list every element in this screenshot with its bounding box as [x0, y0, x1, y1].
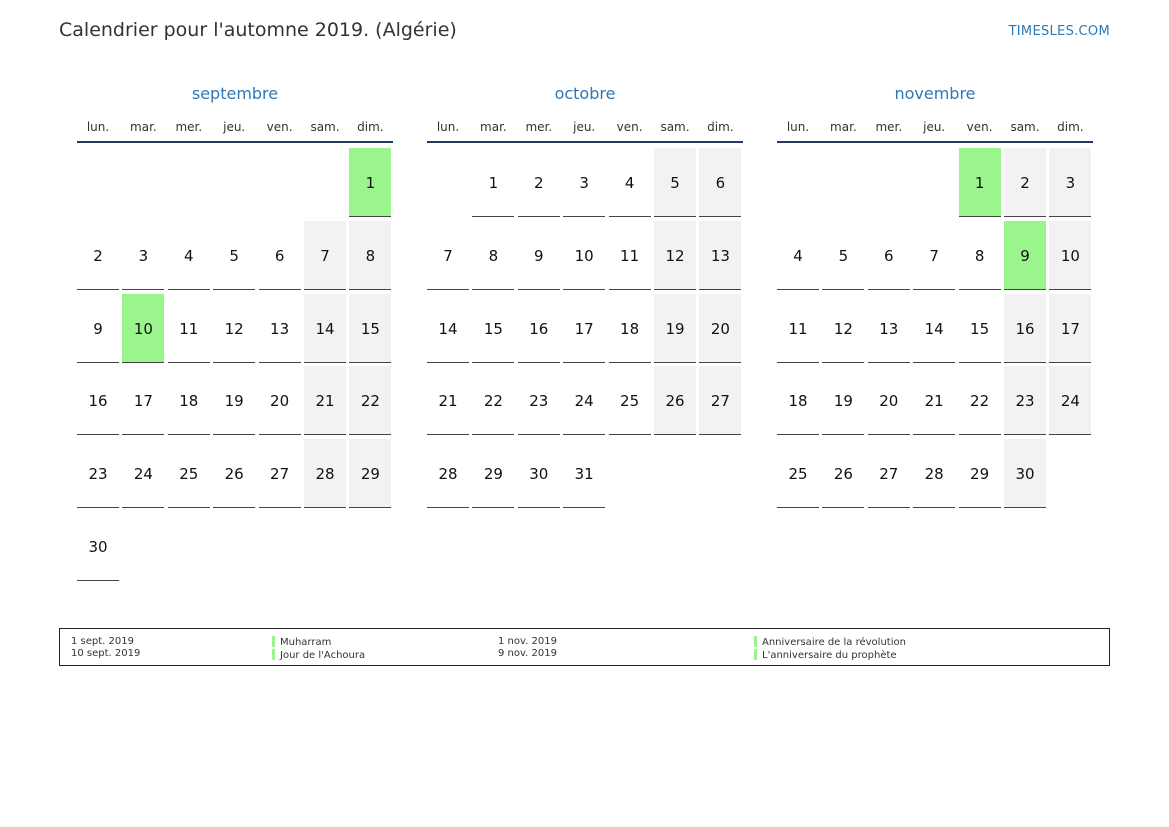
- day-cell[interactable]: [518, 439, 560, 508]
- day-number: 10: [1060, 246, 1080, 265]
- day-number: 26: [224, 465, 244, 484]
- day-cell[interactable]: [563, 148, 605, 217]
- day-number: 20: [710, 319, 730, 338]
- day-number: 9: [534, 246, 544, 265]
- day-cell[interactable]: [1049, 294, 1091, 363]
- day-cell[interactable]: [77, 512, 119, 581]
- day-number: 29: [970, 465, 990, 484]
- day-number: 11: [179, 319, 199, 338]
- day-number: 2: [1020, 174, 1030, 192]
- weekday-label: mar.: [130, 120, 157, 134]
- day-number: 30: [1015, 465, 1035, 484]
- day-cell[interactable]: [122, 439, 164, 508]
- day-number: 7: [443, 246, 453, 265]
- holiday-day-cell[interactable]: [959, 148, 1001, 217]
- day-cell[interactable]: [349, 366, 391, 435]
- day-number: 11: [620, 246, 640, 265]
- day-number: 18: [620, 319, 640, 338]
- day-number: 6: [274, 246, 285, 265]
- day-number: 3: [579, 174, 589, 192]
- day-number: 3: [138, 246, 149, 265]
- day-cell[interactable]: [699, 221, 741, 290]
- day-cell[interactable]: [654, 294, 696, 363]
- day-cell[interactable]: [777, 221, 819, 290]
- weekday-label: ven.: [266, 120, 293, 134]
- day-cell[interactable]: [213, 439, 255, 508]
- legend-dates-right: [498, 636, 557, 660]
- day-number: 1: [488, 174, 499, 192]
- day-cell[interactable]: [304, 366, 346, 435]
- legend-names-left: [272, 636, 365, 662]
- day-number: 30: [88, 538, 108, 556]
- day-cell[interactable]: [959, 439, 1001, 508]
- month-october: [427, 84, 743, 484]
- day-cell[interactable]: [77, 221, 119, 290]
- legend-holiday-name: Anniversaire de la révolution: [762, 637, 906, 648]
- header-divider: [777, 141, 1093, 143]
- day-number: 18: [788, 392, 808, 411]
- day-number: 25: [179, 465, 199, 484]
- day-cell[interactable]: [518, 148, 560, 217]
- day-cell[interactable]: [349, 221, 391, 290]
- day-cell[interactable]: [259, 221, 301, 290]
- day-number: 26: [833, 465, 853, 484]
- weekday-label: dim.: [707, 120, 734, 134]
- legend-date: 10 sept. 2019: [71, 648, 141, 659]
- legend-date: 1 nov. 2019: [498, 636, 557, 647]
- day-cell[interactable]: [868, 294, 910, 363]
- day-number: 19: [665, 319, 685, 338]
- day-cell[interactable]: [609, 221, 651, 290]
- legend-holiday-name: Muharram: [280, 637, 332, 648]
- day-number: 10: [133, 319, 153, 338]
- day-number: 25: [788, 465, 808, 484]
- day-cell[interactable]: [959, 221, 1001, 290]
- holiday-day-cell[interactable]: [1004, 221, 1046, 290]
- day-number: 2: [93, 246, 103, 265]
- day-number: 11: [788, 319, 808, 338]
- day-number: 9: [1020, 246, 1030, 265]
- day-number: 27: [879, 465, 899, 484]
- day-cell[interactable]: [168, 439, 210, 508]
- day-cell[interactable]: [259, 439, 301, 508]
- day-cell[interactable]: [168, 366, 210, 435]
- day-cell[interactable]: [122, 366, 164, 435]
- day-cell[interactable]: [654, 148, 696, 217]
- header-divider: [77, 141, 393, 143]
- day-number: 30: [529, 465, 549, 484]
- day-cell[interactable]: [472, 439, 514, 508]
- weekday-label: mar.: [830, 120, 857, 134]
- weekday-label: ven.: [966, 120, 993, 134]
- day-number: 6: [715, 174, 726, 192]
- day-number: 1: [974, 174, 985, 192]
- day-cell[interactable]: [563, 366, 605, 435]
- day-number: 2: [534, 174, 544, 192]
- day-cell[interactable]: [913, 294, 955, 363]
- day-number: 12: [833, 319, 853, 338]
- day-cell[interactable]: [472, 294, 514, 363]
- day-cell[interactable]: [349, 294, 391, 363]
- day-number: 24: [1060, 392, 1080, 411]
- day-number: 23: [529, 392, 549, 411]
- day-number: 23: [88, 465, 108, 484]
- holiday-day-cell[interactable]: [122, 294, 164, 363]
- day-number: 4: [184, 246, 194, 265]
- day-number: 22: [483, 392, 503, 411]
- day-cell[interactable]: [349, 439, 391, 508]
- weekday-label: sam.: [1010, 120, 1040, 134]
- weekday-label: lun.: [786, 120, 810, 134]
- day-number: 22: [970, 392, 990, 411]
- day-number: 4: [793, 246, 803, 265]
- day-number: 5: [838, 246, 849, 265]
- day-number: 27: [270, 465, 290, 484]
- header-divider: [427, 141, 743, 143]
- day-cell[interactable]: [259, 366, 301, 435]
- day-number: 21: [924, 392, 944, 411]
- day-cell[interactable]: [427, 221, 469, 290]
- weekday-label: mer.: [175, 120, 203, 134]
- day-cell[interactable]: [518, 294, 560, 363]
- day-number: 29: [483, 465, 503, 484]
- legend-date: 9 nov. 2019: [498, 648, 557, 659]
- day-number: 13: [710, 246, 730, 265]
- holiday-color-marker: [272, 649, 275, 660]
- day-number: 12: [665, 246, 685, 265]
- day-cell[interactable]: [822, 294, 864, 363]
- day-cell[interactable]: [699, 294, 741, 363]
- day-number: 17: [574, 319, 594, 338]
- day-number: 18: [179, 392, 199, 411]
- day-cell[interactable]: [609, 366, 651, 435]
- day-cell[interactable]: [654, 221, 696, 290]
- weekday-label: mer.: [525, 120, 553, 134]
- month-name: septembre: [191, 84, 279, 103]
- day-cell[interactable]: [304, 294, 346, 363]
- day-number: 19: [833, 392, 853, 411]
- holiday-color-marker: [754, 636, 757, 647]
- day-number: 17: [133, 392, 153, 411]
- day-number: 16: [1015, 319, 1035, 338]
- legend-dates-left: [71, 636, 140, 660]
- month-name: octobre: [554, 84, 616, 103]
- legend-holiday-name: L'anniversaire du prophète: [762, 650, 897, 661]
- month-november: [777, 84, 1093, 484]
- day-number: 29: [360, 465, 380, 484]
- day-number: 22: [360, 392, 380, 411]
- day-number: 28: [315, 465, 335, 484]
- day-cell[interactable]: [699, 366, 741, 435]
- day-cell[interactable]: [913, 221, 955, 290]
- day-cell[interactable]: [913, 439, 955, 508]
- holiday-color-marker: [272, 636, 275, 647]
- holiday-color-marker: [754, 649, 757, 660]
- day-cell[interactable]: [1004, 294, 1046, 363]
- day-cell[interactable]: [609, 294, 651, 363]
- day-cell[interactable]: [1049, 221, 1091, 290]
- day-cell[interactable]: [654, 366, 696, 435]
- day-number: 25: [620, 392, 640, 411]
- legend-names-right: [754, 636, 906, 662]
- day-number: 13: [270, 319, 290, 338]
- day-cell[interactable]: [777, 294, 819, 363]
- weekday-header: [77, 120, 393, 140]
- day-number: 28: [438, 465, 458, 484]
- day-cell[interactable]: [868, 366, 910, 435]
- day-number: 1: [365, 174, 376, 192]
- day-cell[interactable]: [77, 294, 119, 363]
- weekday-label: dim.: [357, 120, 384, 134]
- legend-date: 1 sept. 2019: [71, 636, 134, 647]
- day-cell[interactable]: [563, 221, 605, 290]
- day-cell[interactable]: [777, 439, 819, 508]
- day-cell[interactable]: [699, 148, 741, 217]
- holiday-day-cell[interactable]: [349, 148, 391, 217]
- day-cell[interactable]: [77, 366, 119, 435]
- day-number: 15: [360, 319, 380, 338]
- day-number: 19: [224, 392, 244, 411]
- day-number: 24: [574, 392, 594, 411]
- day-number: 20: [270, 392, 290, 411]
- day-number: 21: [315, 392, 335, 411]
- day-cell[interactable]: [472, 366, 514, 435]
- day-cell[interactable]: [1049, 366, 1091, 435]
- weekday-header: [777, 120, 1093, 140]
- site-link[interactable]: TIMESLES.COM: [1008, 24, 1110, 39]
- day-cell[interactable]: [427, 366, 469, 435]
- day-cell[interactable]: [472, 148, 514, 217]
- day-cell[interactable]: [868, 439, 910, 508]
- weekday-label: mar.: [480, 120, 507, 134]
- day-cell[interactable]: [213, 294, 255, 363]
- day-cell[interactable]: [959, 366, 1001, 435]
- weekday-label: sam.: [660, 120, 690, 134]
- day-cell[interactable]: [304, 221, 346, 290]
- day-number: 26: [665, 392, 685, 411]
- day-cell[interactable]: [472, 221, 514, 290]
- day-cell[interactable]: [959, 294, 1001, 363]
- weekday-label: sam.: [310, 120, 340, 134]
- day-number: 24: [133, 465, 153, 484]
- day-cell[interactable]: [868, 221, 910, 290]
- day-cell[interactable]: [427, 294, 469, 363]
- weekday-label: jeu.: [223, 120, 246, 134]
- day-number: 15: [970, 319, 990, 338]
- day-number: 27: [710, 392, 730, 411]
- day-cell[interactable]: [1004, 439, 1046, 508]
- day-number: 8: [974, 246, 985, 265]
- day-cell[interactable]: [518, 366, 560, 435]
- day-cell[interactable]: [913, 366, 955, 435]
- day-cell[interactable]: [122, 221, 164, 290]
- day-number: 28: [924, 465, 944, 484]
- day-number: 13: [879, 319, 899, 338]
- day-number: 16: [529, 319, 549, 338]
- day-number: 4: [624, 174, 635, 192]
- day-number: 14: [315, 319, 335, 338]
- day-number: 21: [438, 392, 458, 411]
- day-number: 15: [483, 319, 503, 338]
- day-number: 20: [879, 392, 899, 411]
- holiday-legend: [59, 628, 1110, 666]
- day-number: 3: [1065, 174, 1076, 192]
- day-cell[interactable]: [259, 294, 301, 363]
- day-number: 5: [229, 246, 239, 265]
- day-cell[interactable]: [213, 221, 255, 290]
- day-cell[interactable]: [77, 439, 119, 508]
- day-cell[interactable]: [822, 221, 864, 290]
- day-number: 8: [488, 246, 499, 265]
- weekday-label: jeu.: [573, 120, 596, 134]
- weekday-label: ven.: [616, 120, 643, 134]
- day-cell[interactable]: [563, 294, 605, 363]
- month-name: novembre: [894, 84, 976, 103]
- day-number: 8: [365, 246, 376, 265]
- weekday-label: jeu.: [923, 120, 946, 134]
- day-number: 17: [1060, 319, 1080, 338]
- day-number: 23: [1015, 392, 1035, 411]
- weekday-label: lun.: [436, 120, 460, 134]
- day-cell[interactable]: [777, 366, 819, 435]
- day-cell[interactable]: [822, 366, 864, 435]
- day-number: 16: [88, 392, 108, 411]
- day-cell[interactable]: [518, 221, 560, 290]
- day-number: 7: [929, 246, 939, 265]
- day-cell[interactable]: [1004, 148, 1046, 217]
- day-cell[interactable]: [1049, 148, 1091, 217]
- day-cell[interactable]: [168, 221, 210, 290]
- page-title: Calendrier pour l'automne 2019. (Algérie): [59, 19, 457, 41]
- day-cell[interactable]: [563, 439, 605, 508]
- weekday-label: mer.: [875, 120, 903, 134]
- day-number: 14: [438, 319, 458, 338]
- weekday-header: [427, 120, 743, 140]
- day-number: 10: [574, 246, 594, 265]
- weekday-label: lun.: [86, 120, 110, 134]
- day-cell[interactable]: [609, 148, 651, 217]
- day-cell[interactable]: [168, 294, 210, 363]
- day-number: 14: [924, 319, 944, 338]
- day-number: 6: [884, 246, 894, 265]
- day-number: 9: [93, 319, 103, 338]
- month-september: [77, 84, 393, 556]
- weekday-label: dim.: [1057, 120, 1084, 134]
- day-cell[interactable]: [304, 439, 346, 508]
- day-cell[interactable]: [427, 439, 469, 508]
- day-cell[interactable]: [822, 439, 864, 508]
- day-number: 12: [224, 319, 244, 338]
- day-number: 7: [320, 246, 330, 265]
- day-number: 5: [670, 174, 680, 192]
- day-number: 31: [574, 465, 594, 484]
- legend-holiday-name: Jour de l'Achoura: [280, 650, 366, 661]
- day-cell[interactable]: [213, 366, 255, 435]
- day-cell[interactable]: [1004, 366, 1046, 435]
